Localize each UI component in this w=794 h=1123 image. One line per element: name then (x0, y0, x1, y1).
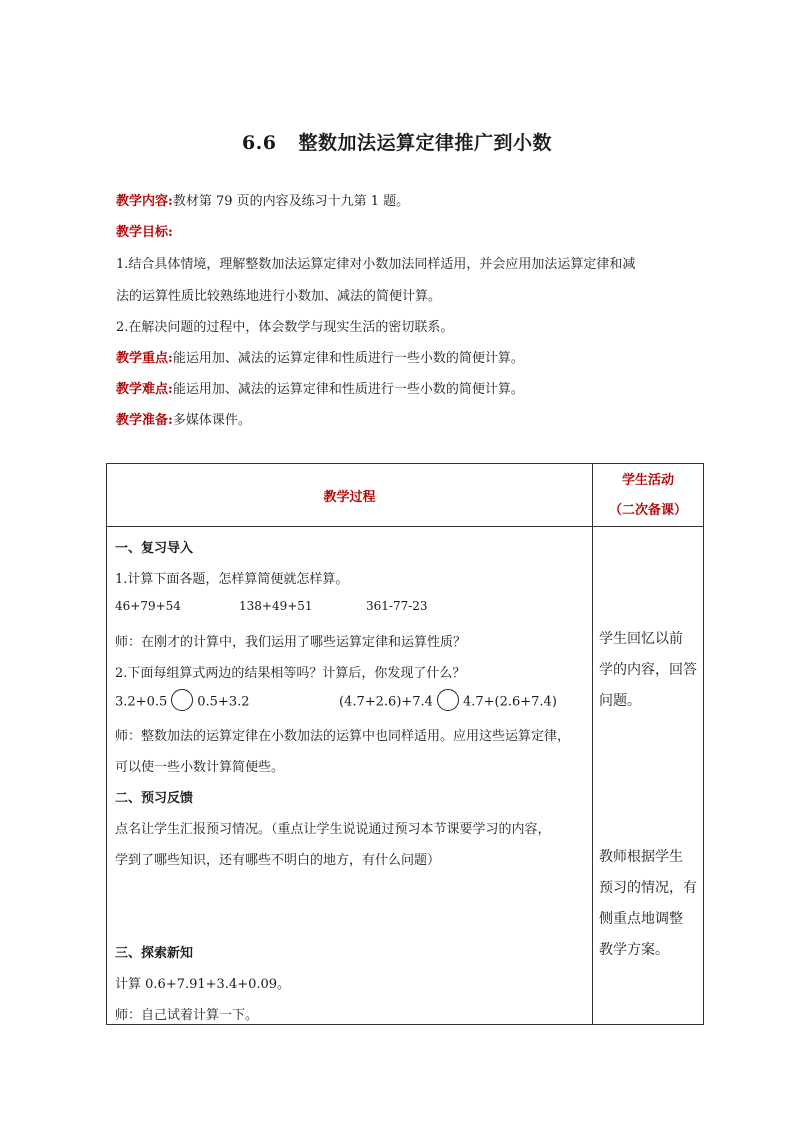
activity-header-line2: （二次备课） (608, 503, 687, 518)
cmp1-left: 3.2+0.5 (115, 694, 168, 710)
lesson-number: 6.6 (241, 132, 277, 154)
prep-line (116, 409, 251, 428)
section3-title: 三、探索新知 (115, 946, 194, 961)
goal1-line2: 法的运算性质比较熟练地进行小数加、减法的简便计算。 (116, 289, 442, 304)
section1-teacher-line1: 师：整数加法的运算定律在小数加法的运算中也同样适用。应用这些运算定律， (115, 729, 571, 744)
cmp2-right: 4.7+(2.6+7.4) (462, 694, 557, 710)
goal1-line1: 1.结合具体情境，理解整数加法运算定律对小数加法同样适用，并会应用加法运算定律和减 (116, 257, 636, 272)
key-point-label: 教学重点: (116, 351, 173, 366)
table-body-row (107, 527, 704, 1025)
note1-line1: 学生回忆以前 (599, 631, 683, 647)
lesson-plan-table (106, 463, 704, 1025)
activity-header-line1: 学生活动 (621, 473, 674, 488)
activity-cell (593, 527, 704, 1025)
section1-question1: 1.计算下面各题，怎样算简便就怎样算。 (115, 572, 349, 587)
difficulty-label: 教学难点: (116, 382, 173, 397)
note2-line2: 预习的情况，有 (599, 880, 697, 896)
section2-line2: 学到了哪些知识，还有哪些不明白的地方，有什么问题） (115, 853, 441, 868)
blank-circle-icon[interactable] (171, 689, 193, 711)
note1-line3: 问题。 (599, 693, 641, 709)
content-line (116, 190, 409, 209)
expr-3: 361-77-23 (366, 599, 428, 613)
comparison-2 (339, 691, 557, 713)
section1-teacher-line2: 可以使一些小数计算简便些。 (115, 760, 285, 775)
comparison-1 (115, 691, 250, 713)
expr-1: 46+79+54 (115, 599, 181, 613)
lesson-title: 整数加法运算定律推广到小数 (298, 132, 553, 154)
note1-line2: 学的内容，回答 (599, 662, 697, 678)
note2-line3: 侧重点地调整 (599, 911, 683, 927)
key-point-line (116, 347, 524, 366)
activity-note-2 (599, 842, 701, 966)
activity-header (593, 464, 704, 527)
goal2-line: 2.在解决问题的过程中，体会数学与现实生活的密切联系。 (116, 320, 454, 335)
cmp2-left: (4.7+2.6)+7.4 (339, 694, 433, 710)
goals-label: 教学目标: (116, 225, 173, 240)
section3-calc: 计算 0.6+7.91+3.4+0.09。 (115, 977, 291, 992)
difficulty-text: 能运用加、减法的运算定律和性质进行一些小数的简便计算。 (172, 382, 524, 397)
prep-text: 多媒体课件。 (172, 413, 251, 428)
cmp1-right: 0.5+3.2 (197, 694, 250, 710)
process-header-text: 教学过程 (323, 489, 376, 505)
section2-title: 二、预习反馈 (115, 791, 194, 806)
table-header-row (107, 464, 704, 527)
difficulty-line (116, 378, 524, 397)
activity-note-1 (599, 624, 701, 717)
key-point-text: 能运用加、减法的运算定律和性质进行一些小数的简便计算。 (172, 351, 524, 366)
note2-line4: 教学方案。 (599, 942, 669, 958)
goals-line (116, 221, 173, 240)
section2-line1: 点名让学生汇报预习情况。（重点让学生说说通过预习本节课要学习的内容， (115, 822, 551, 837)
prep-label: 教学准备: (116, 413, 173, 428)
section1-teacher-question: 师：在刚才的计算中，我们运用了哪些运算定律和运算性质？ (115, 635, 467, 650)
blank-circle-icon[interactable] (437, 689, 459, 711)
section1-question2: 2.下面每组算式两边的结果相等吗？计算后，你发现了什么？ (115, 666, 466, 681)
content-label: 教学内容: (116, 194, 173, 209)
process-cell (107, 527, 593, 1025)
section3-teacher: 师：自己试着计算一下。 (115, 1008, 259, 1023)
page-title (0, 128, 794, 155)
note2-line1: 教师根据学生 (599, 849, 683, 865)
process-header (107, 464, 593, 527)
section1-title: 一、复习导入 (115, 541, 194, 556)
content-text: 教材第 79 页的内容及练习十九第 1 题。 (172, 194, 410, 209)
expr-2: 138+49+51 (239, 599, 313, 613)
